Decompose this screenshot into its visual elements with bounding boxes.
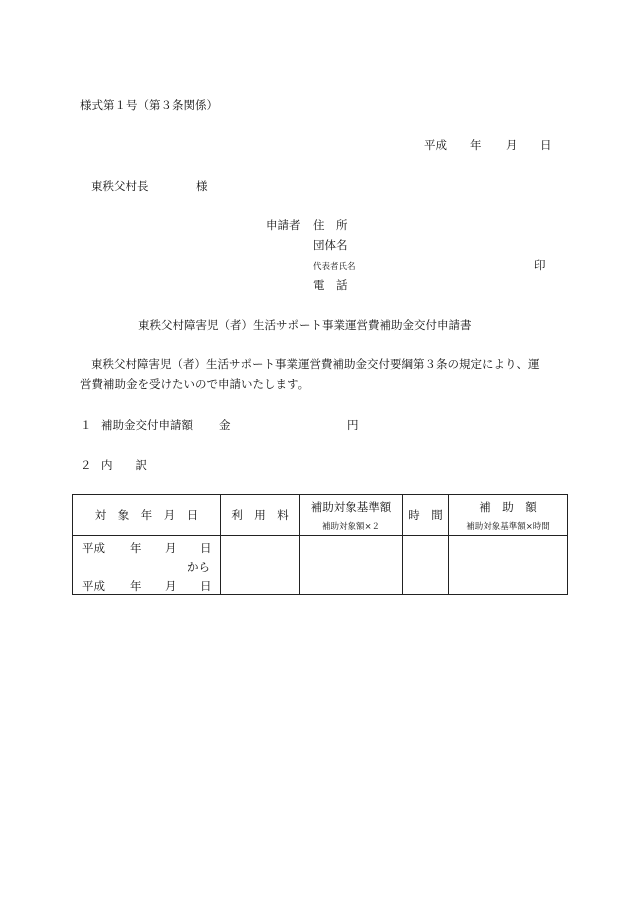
header-base-sub: 補助対象額×２	[321, 521, 381, 532]
applicant-label: 申請者	[266, 218, 301, 232]
date-day: 日	[540, 138, 552, 152]
to-day: 日	[200, 579, 212, 593]
seal-mark: 印	[534, 258, 546, 272]
body-line-2: 営費補助金を受けたいので申請いたします。	[80, 377, 310, 391]
from-day: 日	[200, 541, 212, 555]
item-2-number: ２	[80, 458, 92, 472]
item-1-suffix: 円	[347, 418, 359, 432]
header-base	[300, 495, 403, 536]
from-year: 年	[130, 541, 142, 555]
applicant-org-label: 団体名	[313, 238, 348, 252]
date-era: 平成	[424, 138, 447, 152]
header-amount	[449, 495, 568, 536]
fee-cell[interactable]	[221, 536, 300, 595]
header-amount-sub: 補助対象基準額×時間	[466, 521, 550, 532]
to-era: 平成	[82, 579, 105, 593]
kara-text: から	[187, 560, 210, 574]
item-1-number: １	[80, 418, 92, 432]
to-year: 年	[130, 579, 142, 593]
date-year: 年	[470, 138, 482, 152]
item-1-label: 補助金交付申請額	[101, 418, 193, 432]
base-cell[interactable]	[300, 536, 403, 595]
item-2-label: 内 訳	[101, 458, 147, 472]
form-number: 様式第１号（第３条関係）	[80, 98, 218, 112]
to-month: 月	[165, 579, 177, 593]
item-1-prefix: 金	[219, 418, 231, 432]
from-era: 平成	[82, 541, 105, 555]
applicant-address-label: 住 所	[313, 218, 348, 232]
breakdown-table	[72, 494, 568, 595]
table-row	[73, 536, 568, 595]
from-month: 月	[165, 541, 177, 555]
amount-cell[interactable]	[449, 536, 568, 595]
table-header-row	[73, 495, 568, 536]
applicant-representative-label: 代表者氏名	[313, 262, 356, 272]
header-fee: 利 用 料	[221, 495, 300, 536]
header-date: 対 象 年 月 日	[73, 495, 221, 536]
body-line-1: 東秩父村障害児（者）生活サポート事業運営費補助金交付要綱第３条の規定により、運	[91, 357, 540, 371]
applicant-phone-label: 電 話	[313, 278, 348, 292]
date-month: 月	[506, 138, 518, 152]
header-amount-main: 補 助 額	[479, 499, 537, 514]
addressee-name: 東秩父村長	[91, 179, 149, 193]
hours-cell[interactable]	[403, 536, 449, 595]
addressee-honorific: 様	[196, 179, 208, 193]
header-hours: 時 間	[403, 495, 449, 536]
header-base-main: 補助対象基準額	[310, 499, 392, 514]
document-title: 東秩父村障害児（者）生活サポート事業運営費補助金交付申請書	[138, 318, 472, 332]
date-range-cell	[73, 536, 221, 595]
